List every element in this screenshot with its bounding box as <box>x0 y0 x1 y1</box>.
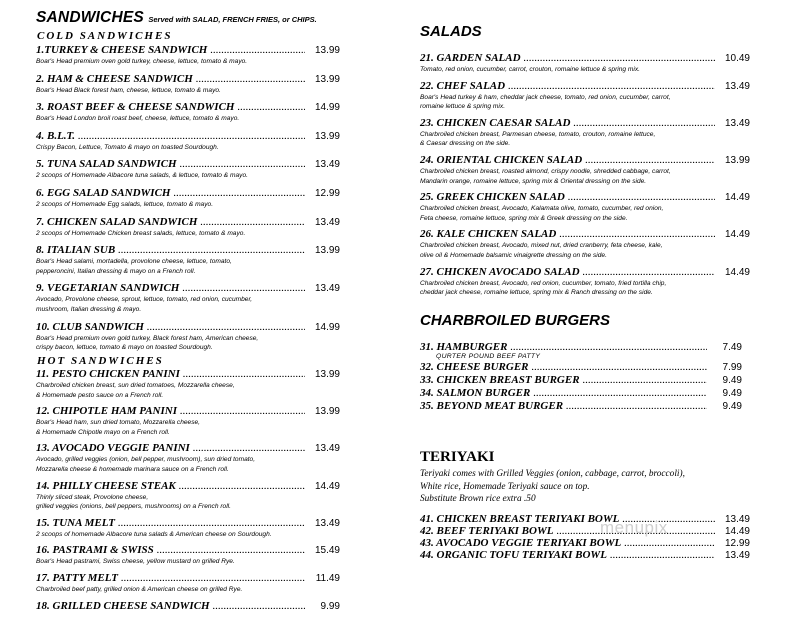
dot-leader <box>173 187 305 199</box>
menu-item-line <box>36 130 340 142</box>
sandwiches-header <box>36 9 317 27</box>
menu-item-price: 13.49 <box>314 216 340 228</box>
menu-item-name: 25. GREEK CHICKEN SALAD <box>420 191 565 204</box>
menu-item-line <box>36 73 340 85</box>
menu-item-name: 15. TUNA MELT <box>36 516 115 529</box>
menu-item-name: 17. PATTY MELT <box>36 571 118 584</box>
menu-item-name: 4. B.L.T. <box>36 129 76 142</box>
burger-list <box>420 341 742 413</box>
dot-leader <box>610 549 715 561</box>
menu-item-line <box>36 442 340 454</box>
menu-item <box>420 400 742 412</box>
menupix-watermark: menupix <box>600 518 668 537</box>
menu-item <box>36 244 340 276</box>
menu-item <box>36 517 340 540</box>
menu-item-name: 13. AVOCADO VEGGIE PANINI <box>36 442 190 455</box>
menu-item-name: 27. CHICKEN AVOCADO SALAD <box>420 265 580 278</box>
dot-leader <box>508 80 715 92</box>
menu-item <box>420 341 742 360</box>
menu-item-description: Charbroiled chicken breast, Parmesan cheese, tomato, crouton, romaine lettuce, & Caesar dressing on the side. <box>420 130 656 148</box>
menu-item-price: 7.99 <box>722 362 742 373</box>
menu-item-description: Thinly sliced steak, Provolone cheese, grilled veggies (onions, bell peppers, mushrooms) on a French roll. <box>36 493 231 511</box>
teriyaki-intro: Teriyaki comes with Grilled Veggies (onion, cabbage, carrot, broccoli), White rice, Homemade Teriyaki sauce on top. Substitute Brown rice extra .50 <box>420 469 685 504</box>
menu-item-description: 2 scoops of Homemade Albacore tuna salads, & lettuce, tomato & mayo. <box>36 172 248 180</box>
menu-item-name: 5. TUNA SALAD SANDWICH <box>36 158 177 171</box>
menu-item-description: Charbroiled chicken breast, roasted almond, crispy noodle, shredded cabbage, carrot, Mandarin orange, romaine lettuce, spring mix & Oriental dressing on the side. <box>420 167 671 185</box>
menu-item <box>36 321 340 353</box>
menu-item-description: Charbroiled chicken breast, Avocado, mixed nut, dried cranberry, feta cheese, kale, olive oil & Homemade balsamic vinaigrette dressing on the side. <box>420 242 663 259</box>
menu-item-name: 35. BEYOND MEAT BURGER <box>420 400 564 412</box>
dot-leader <box>180 405 305 417</box>
menu-item <box>420 374 742 386</box>
menu-item <box>420 537 750 549</box>
salad-list <box>420 52 750 303</box>
dot-leader <box>559 228 715 240</box>
menu-item-description: Boar's Head pastrami, Swiss cheese, yellow mustard on grilled Rye. <box>36 558 235 566</box>
menu-item-line <box>36 480 340 492</box>
menu-item-name: 10. CLUB SANDWICH <box>36 320 144 333</box>
menu-item <box>36 216 340 239</box>
menu-item-line <box>36 216 340 228</box>
menu-item-name: 26. KALE CHICKEN SALAD <box>420 228 557 241</box>
menu-item <box>420 154 750 186</box>
menu-item-line <box>36 187 340 199</box>
menu-item-name: 34. SALMON BURGER <box>420 387 531 399</box>
dot-leader <box>524 52 715 64</box>
menu-item-price: 14.49 <box>314 480 340 492</box>
menu-item-line <box>420 228 750 240</box>
menu-item <box>36 282 340 314</box>
menu-item <box>36 101 340 124</box>
menu-item-price: 12.99 <box>724 538 750 549</box>
menu-item <box>420 191 750 223</box>
menu-item-name: 22. CHEF SALAD <box>420 79 506 92</box>
menu-item-line <box>420 341 742 353</box>
dot-leader <box>78 130 305 142</box>
menu-item-line <box>420 117 750 129</box>
menu-item-description: Crispy Bacon, Lettuce, Tomato & mayo on toasted Sourdough. <box>36 143 219 151</box>
dot-leader <box>533 387 707 399</box>
menu-item <box>36 368 340 400</box>
menu-item-name: 41. CHICKEN BREAST TERIYAKI BOWL <box>420 513 620 525</box>
dot-leader <box>157 544 305 556</box>
menu-item <box>36 544 340 567</box>
burgers-title: CHARBROILED BURGERS <box>420 312 611 329</box>
menu-item <box>36 600 340 612</box>
menu-item <box>420 117 750 149</box>
menu-item-name: 16. PASTRAMI & SWISS <box>36 544 154 557</box>
menu-item <box>36 44 340 67</box>
menu-item-description: Boar's Head premium oven gold turkey, cheese, lettuce, tomato & mayo. <box>36 58 248 65</box>
menu-item-price: 9.49 <box>722 375 742 386</box>
menu-item-name: 7. CHICKEN SALAD SANDWICH <box>36 215 198 228</box>
menu-item-price: 9.99 <box>320 600 340 612</box>
menu-item <box>36 480 340 512</box>
dot-leader <box>585 154 715 166</box>
sandwiches-title: SANDWICHES <box>36 9 144 26</box>
menu-item-description: Charbroiled chicken breast, Avocado, red onion, cucumber, tomato, fried tortilla chip, cheddar jack cheese, romaine lettuce, spring mix & Ranch dressing on the side. <box>420 279 667 297</box>
dot-leader <box>510 341 707 353</box>
menu-item-line <box>36 600 340 612</box>
menu-item-description: 2 scoops of Homemade Egg salads, lettuce, tomato & mayo. <box>36 200 214 208</box>
teriyaki-list <box>420 513 750 561</box>
dot-leader <box>624 537 715 549</box>
menu-item <box>36 405 340 437</box>
dot-leader <box>193 442 305 454</box>
menu-item-price: 13.49 <box>724 550 750 561</box>
menu-item-line <box>420 191 750 203</box>
menu-item-price: 13.99 <box>314 73 340 85</box>
menu-item-line <box>420 549 750 561</box>
menu-item-price: 13.99 <box>314 130 340 142</box>
menu-item <box>420 52 750 75</box>
menu-item-price: 11.49 <box>315 572 340 584</box>
menu-item-line <box>420 537 750 549</box>
menu-item <box>36 442 340 474</box>
menu-item-price: 14.49 <box>724 192 750 204</box>
menu-item-price: 14.49 <box>724 229 750 241</box>
menu-item-line <box>36 405 340 417</box>
menu-item-price: 13.49 <box>724 514 750 525</box>
dot-leader <box>179 480 305 492</box>
menu-item-line <box>36 101 340 113</box>
menu-item <box>36 130 340 153</box>
menu-item-line <box>420 525 750 537</box>
menu-item-name: 3. ROAST BEEF & CHEESE SANDWICH <box>36 101 235 114</box>
menu-item-line <box>36 572 340 584</box>
salads-title: SALADS <box>420 23 482 40</box>
menu-item-price: 13.49 <box>724 80 750 92</box>
menu-item-line <box>36 321 340 333</box>
dot-leader <box>180 158 305 170</box>
dot-leader <box>121 572 305 584</box>
menu-item <box>36 187 340 210</box>
menu-item-description: Avocado, Provolone cheese, sprout, lettuce, tomato, red onion, cucumber, mushroom, Italian dressing & mayo. <box>36 296 253 313</box>
menu-item-price: 13.49 <box>314 159 340 171</box>
menu-item-price: 13.49 <box>314 283 340 295</box>
menu-item-description: Charbroiled chicken breast, sun dried tomatoes, Mozzarella cheese, & Homemade pesto sauce on a French roll. <box>36 382 235 399</box>
menu-item-price: 13.99 <box>314 406 340 418</box>
menu-item-name: 2. HAM & CHEESE SANDWICH <box>36 72 193 85</box>
menu-item-name: 31. HAMBURGER <box>420 341 508 353</box>
menu-item-description: Boar's Head London broil roast beef, cheese, lettuce, tomato & mayo. <box>36 115 240 123</box>
dot-leader <box>583 374 707 386</box>
menu-item-price: 14.49 <box>724 266 750 278</box>
menu-item-price: 13.99 <box>314 45 340 56</box>
menu-item <box>36 73 340 96</box>
cold-sandwiches-heading: COLD SANDWICHES <box>37 30 173 42</box>
menu-item-line <box>420 361 742 373</box>
menu-item-description: Charbroiled beef patty, grilled onion & American cheese on grilled Rye. <box>36 585 243 593</box>
menu-item <box>420 266 750 298</box>
menu-item <box>420 361 742 373</box>
menu-item-line <box>36 368 340 380</box>
dot-leader <box>196 73 305 85</box>
sandwiches-subtitle: Served with SALAD, FRENCH FRIES, or CHIPS. <box>148 15 317 24</box>
menu-item-name: 6. EGG SALAD SANDWICH <box>36 186 171 199</box>
menu-item-name: 14. PHILLY CHEESE STEAK <box>36 479 176 492</box>
menu-item-name: 33. CHICKEN BREAST BURGER <box>420 374 580 386</box>
menu-item-price: 13.49 <box>724 117 750 129</box>
menu-item-line <box>420 266 750 278</box>
menu-item-line <box>36 517 340 529</box>
dot-leader <box>118 517 305 529</box>
menu-item-line <box>420 513 750 525</box>
dot-leader <box>182 282 305 294</box>
menu-item <box>36 572 340 595</box>
menu-item-price: 14.49 <box>724 526 750 537</box>
menu-item-description: Boar's Head turkey & ham, cheddar jack cheese, tomato, red onion, cucumber, carrot, romaine lettuce & spring mix. <box>420 93 671 111</box>
menu-item-description: Boar's Head Black forest ham, cheese, lettuce, tomato & mayo. <box>36 86 221 94</box>
menu-item-line <box>36 158 340 170</box>
menu-item-name: 18. GRILLED CHEESE SANDWICH <box>36 599 210 612</box>
menu-item-line <box>36 244 340 256</box>
menu-item-line <box>420 374 742 386</box>
menu-item-description: Boar's Head salami, mortadella, provolone cheese, lettuce, tomato, pepperoncini, Italian dressing & mayo on a French roll. <box>36 258 232 275</box>
menu-item-description: Charbroiled chicken breast, Avocado, Kalamata olive, tomato, cucumber, red onion, Feta cheese, romaine lettuce, spring mix & Greek dressing on the side. <box>420 205 664 222</box>
menu-item-price: 13.49 <box>314 517 340 529</box>
menu-item-price: 10.49 <box>724 53 750 64</box>
menu-item-name: 42. BEEF TERIYAKI BOWL <box>420 525 554 537</box>
dot-leader <box>200 216 305 228</box>
menu-item <box>420 525 750 537</box>
dot-leader <box>573 117 715 129</box>
menu-item-price: 7.49 <box>722 342 742 353</box>
dot-leader <box>213 600 305 612</box>
menu-item-name: 44. ORGANIC TOFU TERIYAKI BOWL <box>420 549 607 561</box>
menu-item-description: 2 scoops of homemade Albacore tuna salads & American cheese on Sourdough. <box>36 530 272 538</box>
menu-item-description: 2 scoops of Homemade Chicken breast salads, lettuce, tomato & mayo. <box>36 229 246 237</box>
menu-item-line <box>36 282 340 294</box>
menu-item-name: 23. CHICKEN CAESAR SALAD <box>420 116 571 129</box>
dot-leader <box>566 400 707 412</box>
menu-item <box>420 513 750 525</box>
menu-item <box>420 228 750 260</box>
menu-item-line <box>420 387 742 399</box>
menu-item-name: 24. ORIENTAL CHICKEN SALAD <box>420 153 583 166</box>
menu-item <box>36 158 340 181</box>
menu-item-name: 32. CHEESE BURGER <box>420 361 529 373</box>
menu-item-price: 14.99 <box>314 321 340 333</box>
dot-leader <box>118 244 305 256</box>
dot-leader <box>237 101 305 113</box>
menu-item-line <box>420 80 750 92</box>
menu-item-price: 13.99 <box>724 154 750 166</box>
hot-sandwich-list <box>36 368 340 617</box>
dot-leader <box>532 361 707 373</box>
menu-item-price: 12.99 <box>314 187 340 199</box>
dot-leader <box>183 368 305 380</box>
menu-item-description: Boar's Head premium oven gold turkey, Black forest ham, American cheese, crispy bacon, lettuce, tomato & mayo on toasted Sourdough. <box>36 334 259 352</box>
menu-item-name: 1.TURKEY & CHEESE SANDWICH <box>36 44 208 56</box>
menu-item-price: 14.99 <box>314 102 340 114</box>
menu-item-description: Avocado, grilled veggies (onion, bell pepper, mushroom), sun dried tomato, Mozzarella cheese & homemade marinara sauce on a French roll. <box>36 456 256 473</box>
hot-sandwiches-heading: HOT SANDWICHES <box>37 355 164 367</box>
menu-item-name: 9. VEGETARIAN SANDWICH <box>36 282 180 295</box>
menu-item-price: 9.49 <box>722 401 742 412</box>
menu-item-name: 11. PESTO CHICKEN PANINI <box>36 368 180 380</box>
menu-item-name: 8. ITALIAN SUB <box>36 244 116 257</box>
dot-leader <box>568 191 715 203</box>
menu-item-note: QURTER POUND BEEF PATTY <box>436 353 541 360</box>
menu-item-line <box>420 154 750 166</box>
menu-item-line <box>36 44 340 56</box>
menu-item-price: 13.99 <box>314 245 340 257</box>
menu-item-line <box>420 400 742 412</box>
menu-item-price: 15.49 <box>314 545 340 557</box>
menu-item-description: Boar's Head ham, sun dried tomato, Mozzarella cheese, & Homemade Chipotle mayo on a French roll. <box>36 419 200 436</box>
menu-item-name: 12. CHIPOTLE HAM PANINI <box>36 405 177 418</box>
menu-item-price: 13.99 <box>314 369 340 380</box>
menu-item <box>420 387 742 399</box>
menu-item-name: 43. AVOCADO VEGGIE TERIYAKI BOWL <box>420 537 622 549</box>
dot-leader <box>583 266 715 278</box>
menu-item-description: Tomato, red onion, cucumber, carrot, crouton, romaine lettuce & spring mix. <box>420 66 641 73</box>
cold-sandwich-list <box>36 44 340 359</box>
menu-item <box>420 80 750 112</box>
menu-item-name: 21. GARDEN SALAD <box>420 52 521 64</box>
menu-item-line <box>36 544 340 556</box>
menu-item <box>420 549 750 561</box>
teriyaki-title: TERIYAKI <box>420 449 495 465</box>
dot-leader <box>147 321 305 333</box>
menu-item-price: 13.49 <box>314 443 340 455</box>
menu-item-price: 9.49 <box>722 388 742 399</box>
menu-item-line <box>420 52 750 64</box>
dot-leader <box>210 44 305 56</box>
